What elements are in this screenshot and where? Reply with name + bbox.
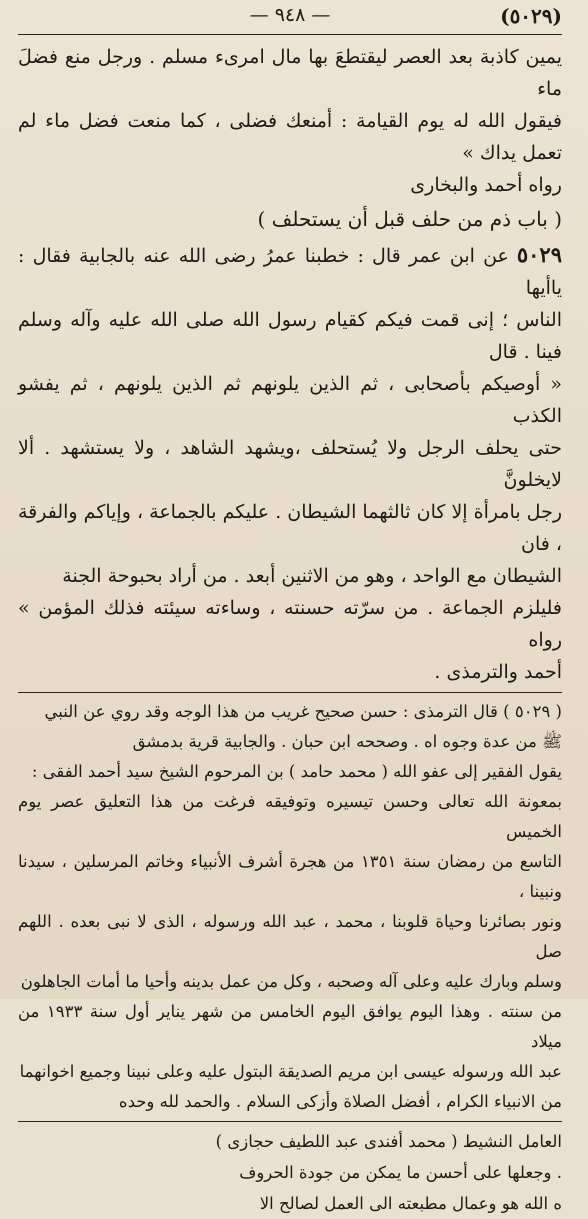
note-line: ونور بصائرنا وحياة قلوبنا ، محمد ، عبد الله ورسوله ، الذى لا نبى بعده . اللهم صل xyxy=(18,912,562,961)
main-text xyxy=(18,41,562,688)
hadith-line: الشيطان مع الواحد ، وهو من الاثنين أبعد . من أراد بحبوحة الجنة xyxy=(62,565,562,587)
note-line: ﷺ من عدة وجوه اه . وصححه ابن حبان . والجابية قرية بدمشق xyxy=(132,732,562,751)
page-number: — ٩٤٨ — xyxy=(249,4,331,26)
intro-line: فيقول الله له يوم القيامة : أمنعك فضلى ، كما منعت فضل ماء لم تعمل يداك » xyxy=(18,110,562,164)
footnotes xyxy=(18,697,562,1117)
note-line: بمعونة الله تعالى وحسن تيسيره وتوفيقه فرغت من هذا التعليق عصر يوم الخميس xyxy=(18,792,562,841)
note-line: ( ٥٠٢٩ ) قال الترمذى : حسن صحيح غريب من هذا الوجه وقد روي عن النبي xyxy=(44,702,562,721)
intro-line: رواه أحمد والبخارى xyxy=(410,174,562,196)
hadith-line-text: عن ابن عمر قال : خطبنا عمرُ رضى الله عنه بالجابية فقال : ياأيها xyxy=(18,245,562,299)
credits-divider xyxy=(18,1121,562,1122)
credit-line: العامل النشيط ( محمد أفندى عبد اللطيف حجازى ) xyxy=(215,1132,562,1151)
hadith-number-inline: ٥٠٢٩ xyxy=(516,242,562,267)
hadith-line xyxy=(18,239,562,304)
note-line: من الانبياء الكرام ، أفضل الصلاة وأزكى السلام . والحمد لله وحده xyxy=(118,1092,562,1111)
credit-line: ه الله هو وعمال مطبعته الى العمل لصالح الا xyxy=(259,1194,562,1213)
hadith-line: « أوصيكم بأصحابى ، ثم الذين يلونهم ثم الذين يلونهم ، ثم يفشو الكذب xyxy=(18,373,562,427)
note-line: التاسع من رمضان سنة ١٣٥١ من هجرة أشرف الأنبياء وخاتم المرسلين ، سيدنا ونبينا ، xyxy=(18,852,563,901)
footnote-divider xyxy=(18,692,562,693)
note-line: عبد الله ورسوله عيسى ابن مريم الصديقة البتول عليه وعلى نبينا وجميع اخوانهما xyxy=(19,1062,562,1081)
hadith-line: أحمد والترمذى . xyxy=(434,661,562,683)
note-line: يقول الفقير إلى عفو الله ( محمد حامد ) بن المرحوم الشيخ سيد أحمد الفقى : xyxy=(31,762,562,781)
credits-section xyxy=(18,1126,562,1219)
note-line: من سنته . وهذا اليوم يوافق اليوم الخامس من شهر يناير أول سنة ١٩٣٣ من ميلاد xyxy=(18,1002,562,1051)
chapter-title: ( باب ذم من حلف قبل أن يستحلف ) xyxy=(257,207,562,231)
intro-line: يمين كاذبة بعد العصر ليقتطعَ بها مال امرىء مسلم . ورجل منع فضلَ ماء xyxy=(18,46,562,100)
hadith-line: فليلزم الجماعة . من سرّته حسنته ، وساءته سيئته فذلك المؤمن » رواه xyxy=(18,597,562,651)
hadith-line: حتى يحلف الرجل ولا يُستحلف ،ويشهد الشاهد ، ولا يستشهد . ألا لايخلونَّ xyxy=(18,437,562,491)
header-hadith-number: (٥٠٢٩) xyxy=(500,4,562,28)
credit-line: . وجعلها على أحسن ما يمكن من جودة الحروف xyxy=(239,1163,562,1182)
note-line: وسلم وبارك عليه وعلى آله وصحبه ، وكل من عمل بدينه وأحيا ما أمات الجاهلون xyxy=(20,972,562,991)
hadith-line: الناس ؛ إنى قمت فيكم كقيام رسول الله صلى الله عليه وآله وسلم فينا . قال xyxy=(18,309,562,363)
page-header xyxy=(18,0,562,35)
hadith-line: رجل بامرأة إلا كان ثالثهما الشيطان . عليكم بالجماعة ، وإياكم والفرقة ، فان xyxy=(18,501,562,555)
